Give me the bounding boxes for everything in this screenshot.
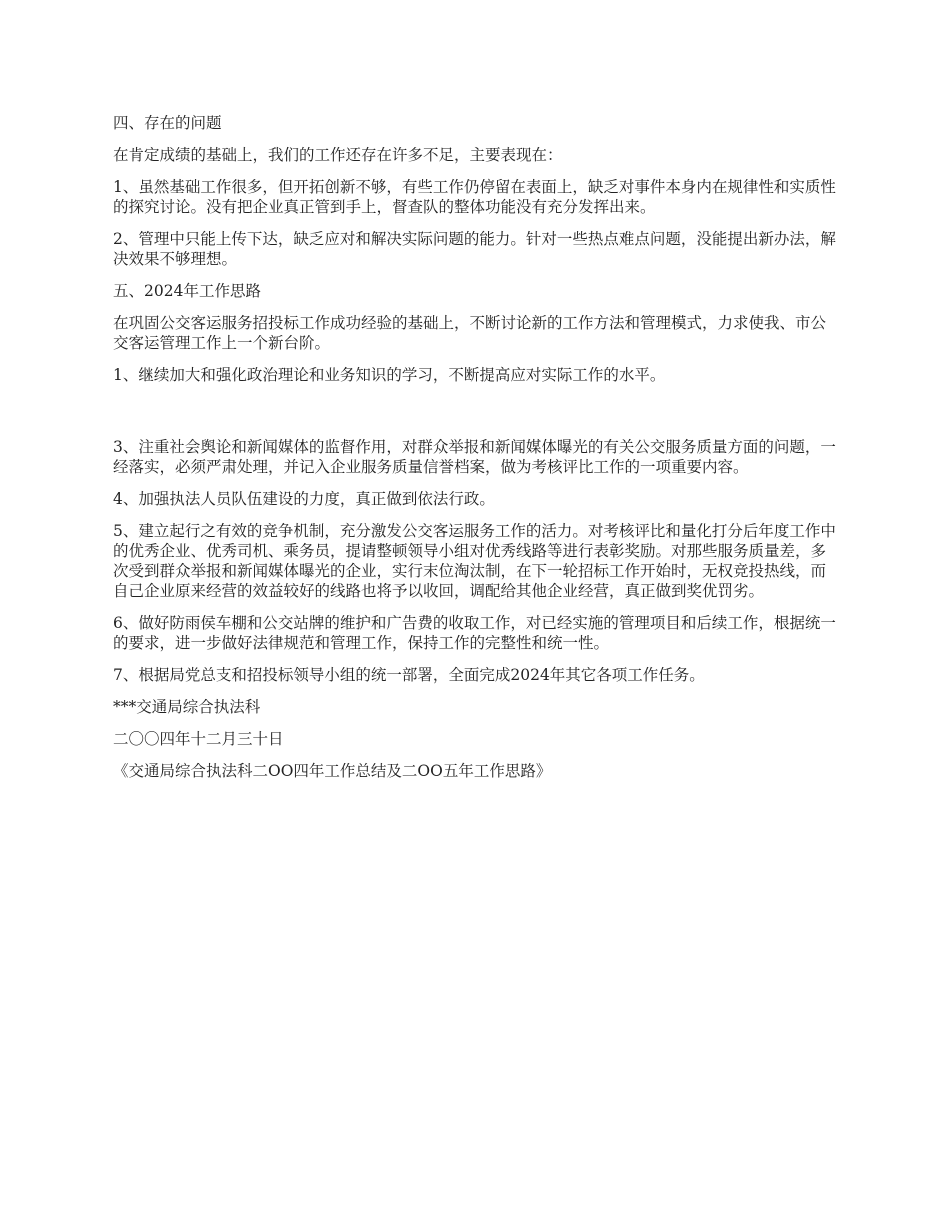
paragraph-plan-7: 7、根据局党总支和招投标领导小组的统一部署，全面完成2024年其它各项工作任务。 (113, 666, 705, 684)
section-heading-problems: 四、存在的问题 (113, 114, 222, 132)
paragraph-plan-6: 6、做好防雨侯车棚和公交站牌的维护和广告费的收取工作，对已经实施的管理项目和后续工作，根据统一的要求，进一步做好法律规范和管理工作，保持工作的完整性和统一性。 (113, 614, 836, 652)
document-title-footer: 《交通局综合执法科二OO四年工作总结及二OO五年工作思路》 (113, 762, 552, 780)
paragraph-plan-3: 3、注重社会舆论和新闻媒体的监督作用，对群众举报和新闻媒体曝光的有关公交服务质量方面的问题，一经落实，必须严肃处理，并记入企业服务质量信誉档案，做为考核评比工作的一项重要内容。 (113, 438, 836, 476)
paragraph-problem-1: 1、虽然基础工作很多，但开拓创新不够，有些工作仍停留在表面上，缺乏对事件本身内在规律性和实质性的探究讨论。没有把企业真正管到手上，督查队的整体功能没有充分发挥出来。 (113, 178, 836, 216)
paragraph-problem-2: 2、管理中只能上传下达，缺乏应对和解决实际问题的能力。针对一些热点难点问题，没能提出新办法，解决效果不够理想。 (113, 230, 836, 268)
paragraph-plan-intro: 在巩固公交客运服务招投标工作成功经验的基础上，不断讨论新的工作方法和管理模式，力求使我、市公交客运管理工作上一个新台阶。 (113, 314, 827, 352)
paragraph-plan-5: 5、建立起行之有效的竞争机制，充分激发公交客运服务工作的活力。对考核评比和量化打分后年度工作中的优秀企业、优秀司机、乘务员，提请整顿领导小组对优秀线路等进行表彰奖励。对那些服务质量差，多次受到群众举报和新闻媒体曝光的企业，实行末位淘汰制，在下一轮招标工作开始时，无权竞投热线，而自己企业原来经营的效益较好的线路也将予以收回，调配给其他企业经营，真正做到奖优罚劣。 (113, 522, 836, 600)
paragraph-plan-1: 1、继续加大和强化政治理论和业务知识的学习，不断提高应对实际工作的水平。 (113, 366, 666, 384)
signature-date: 二〇〇四年十二月三十日 (113, 730, 284, 748)
paragraph-plan-4: 4、加强执法人员队伍建设的力度，真正做到依法行政。 (113, 490, 495, 508)
signature-organization: ***交通局综合执法科 (113, 698, 261, 716)
paragraph-intro: 在肯定成绩的基础上，我们的工作还存在许多不足，主要表现在： (113, 146, 563, 164)
blank-gap (113, 397, 841, 437)
section-heading-plan: 五、2024年工作思路 (113, 282, 261, 300)
document-page (113, 113, 841, 793)
